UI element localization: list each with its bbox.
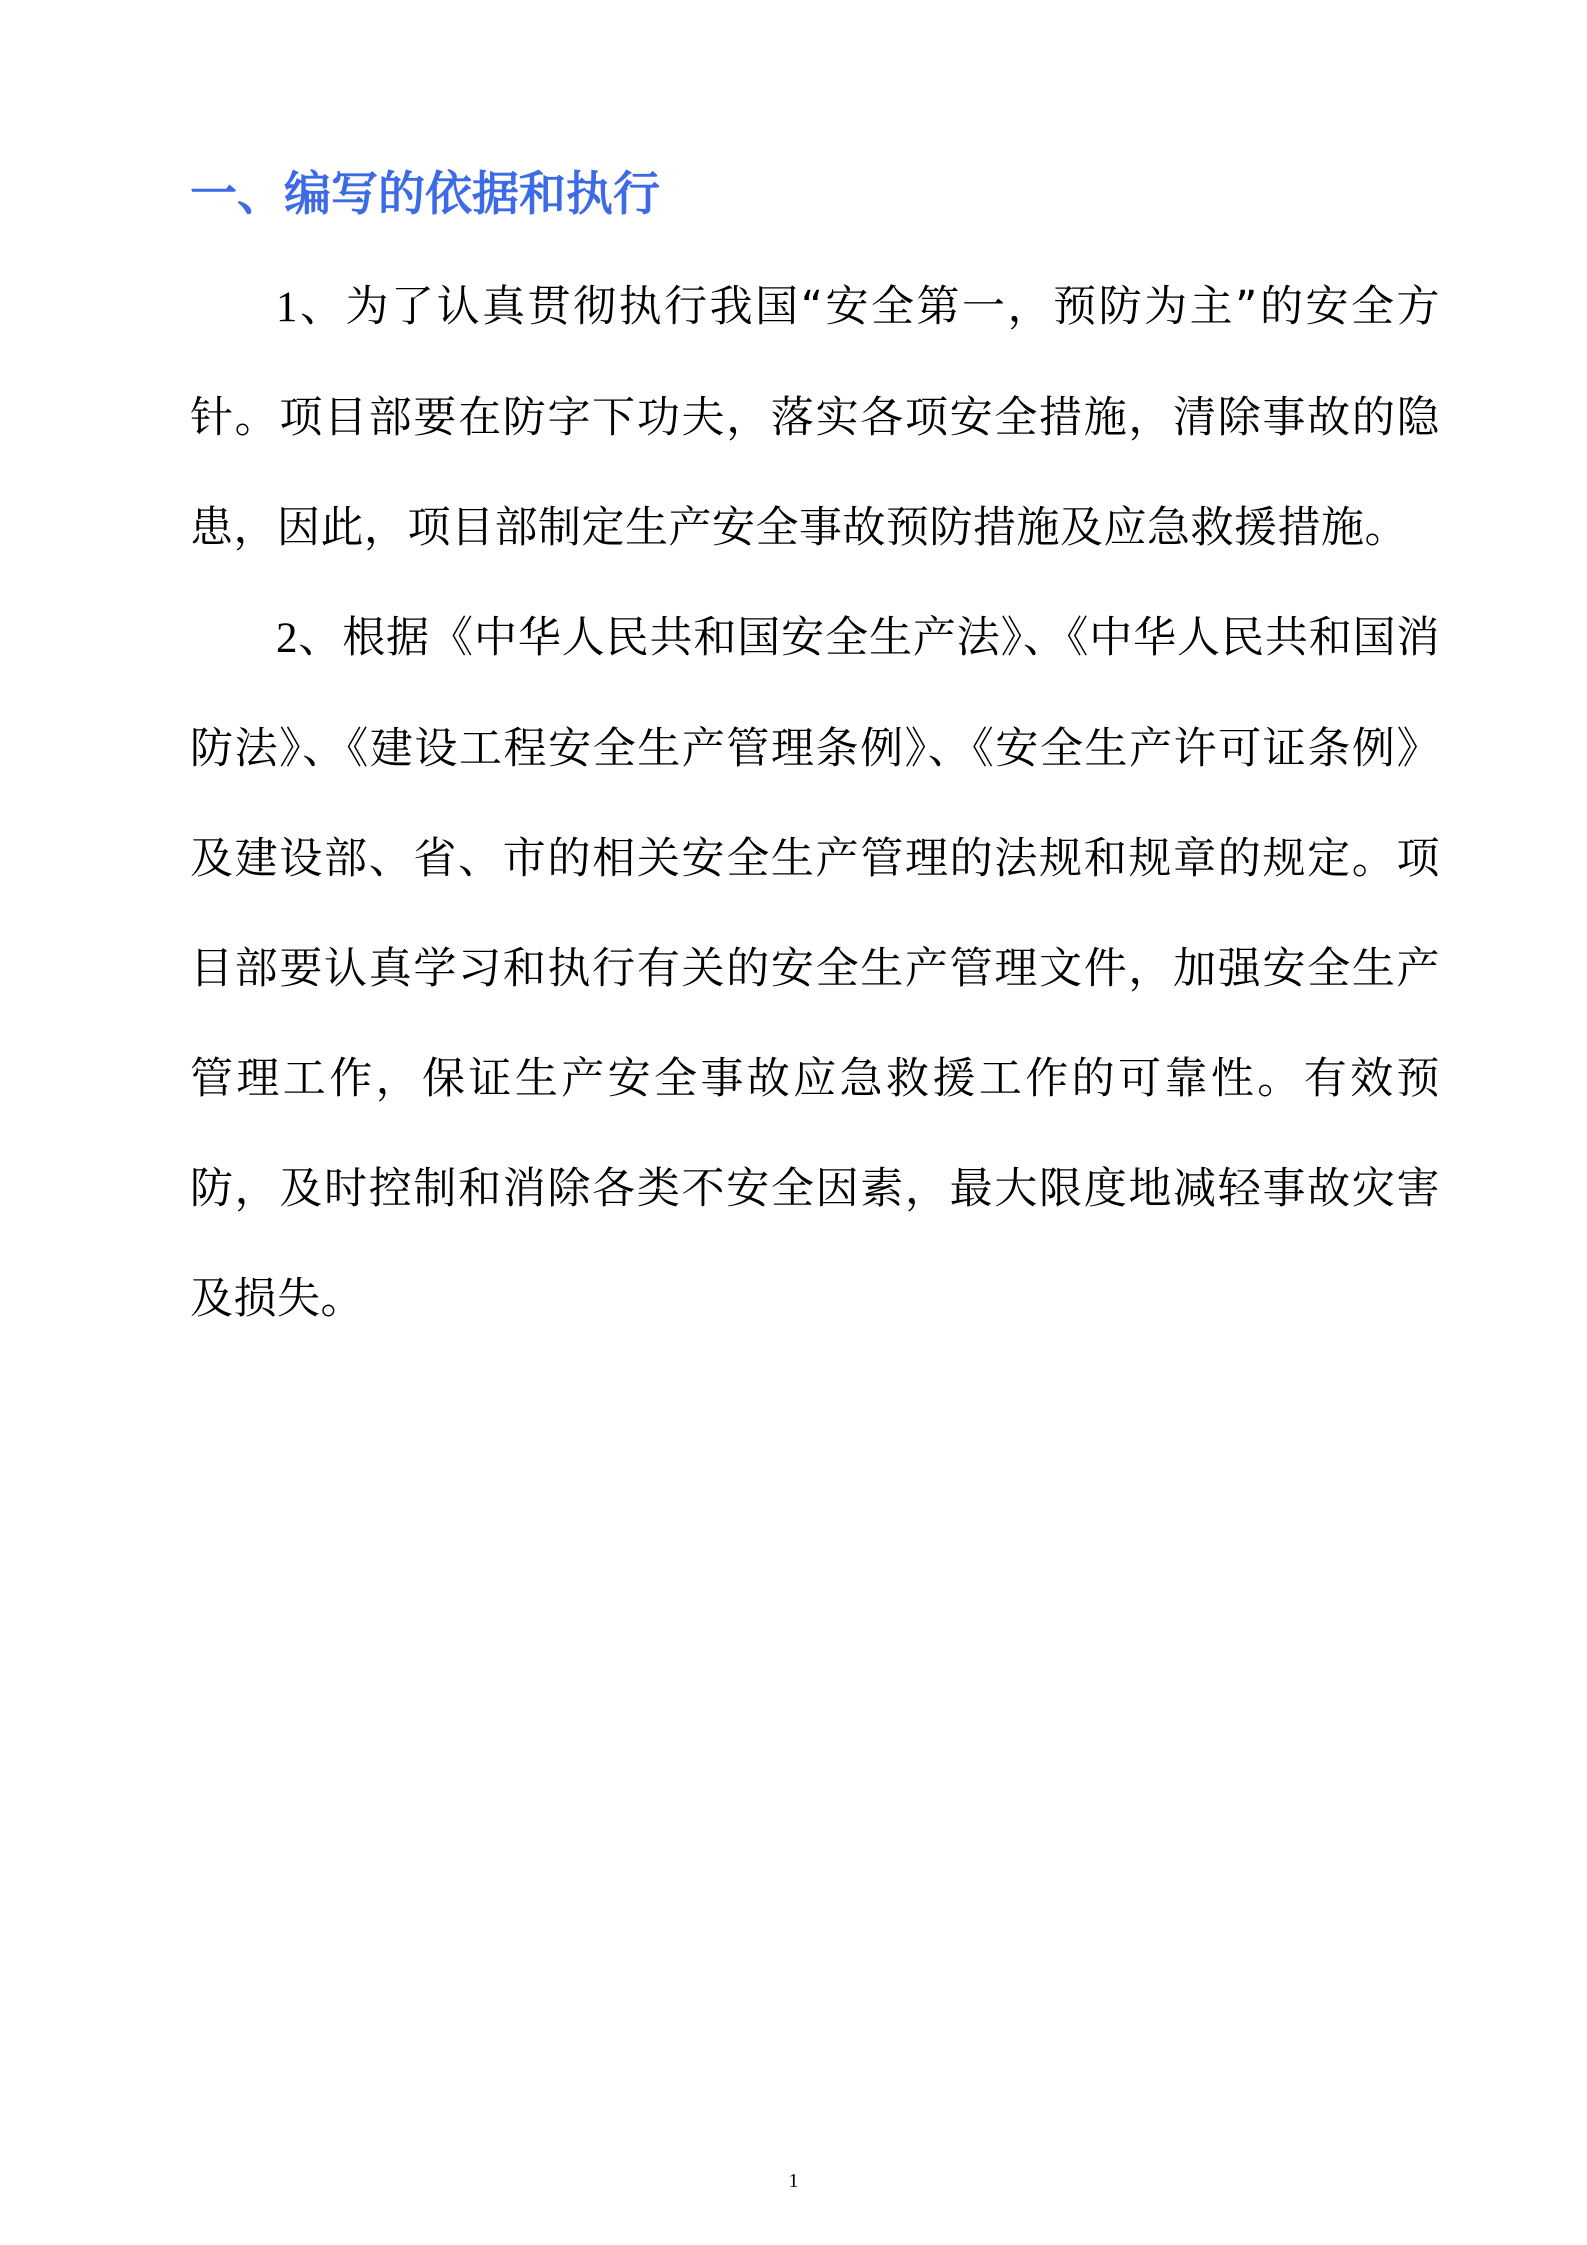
page-content [190,150,1440,1354]
paragraph-1-number: 1 [276,284,298,331]
section-heading: 一、编写的依据和执行 [190,167,660,222]
paragraph-1 [190,252,1440,583]
paragraph-2 [190,583,1440,1354]
paragraph-2-number: 2 [276,615,298,662]
page-number: 1 [788,2170,799,2192]
paragraph-1-text: 、为了认真贯彻执行我国“安全第一，预防为主”的安全方针。项目部要在防字下功夫，落实各项安全措施，清除事故的隐患，因此，项目部制定生产安全事故预防措施及应急救援措施。 [190,282,1440,553]
paragraph-2-text: 、根据《中华人民共和国安全生产法》、《中华人民共和国消防法》、《建设工程安全生产管理条例》、《安全生产许可证条例》及建设部、省、市的相关安全生产管理的法规和规章的规定。项目部要认真学习和执行有关的安全生产管理文件，加强安全生产管理工作，保证生产安全事故应急救援工作的可靠性。有效预防，及时控制和消除各类不安全因素，最大限度地减轻事故灾害及损失。 [190,613,1440,1324]
